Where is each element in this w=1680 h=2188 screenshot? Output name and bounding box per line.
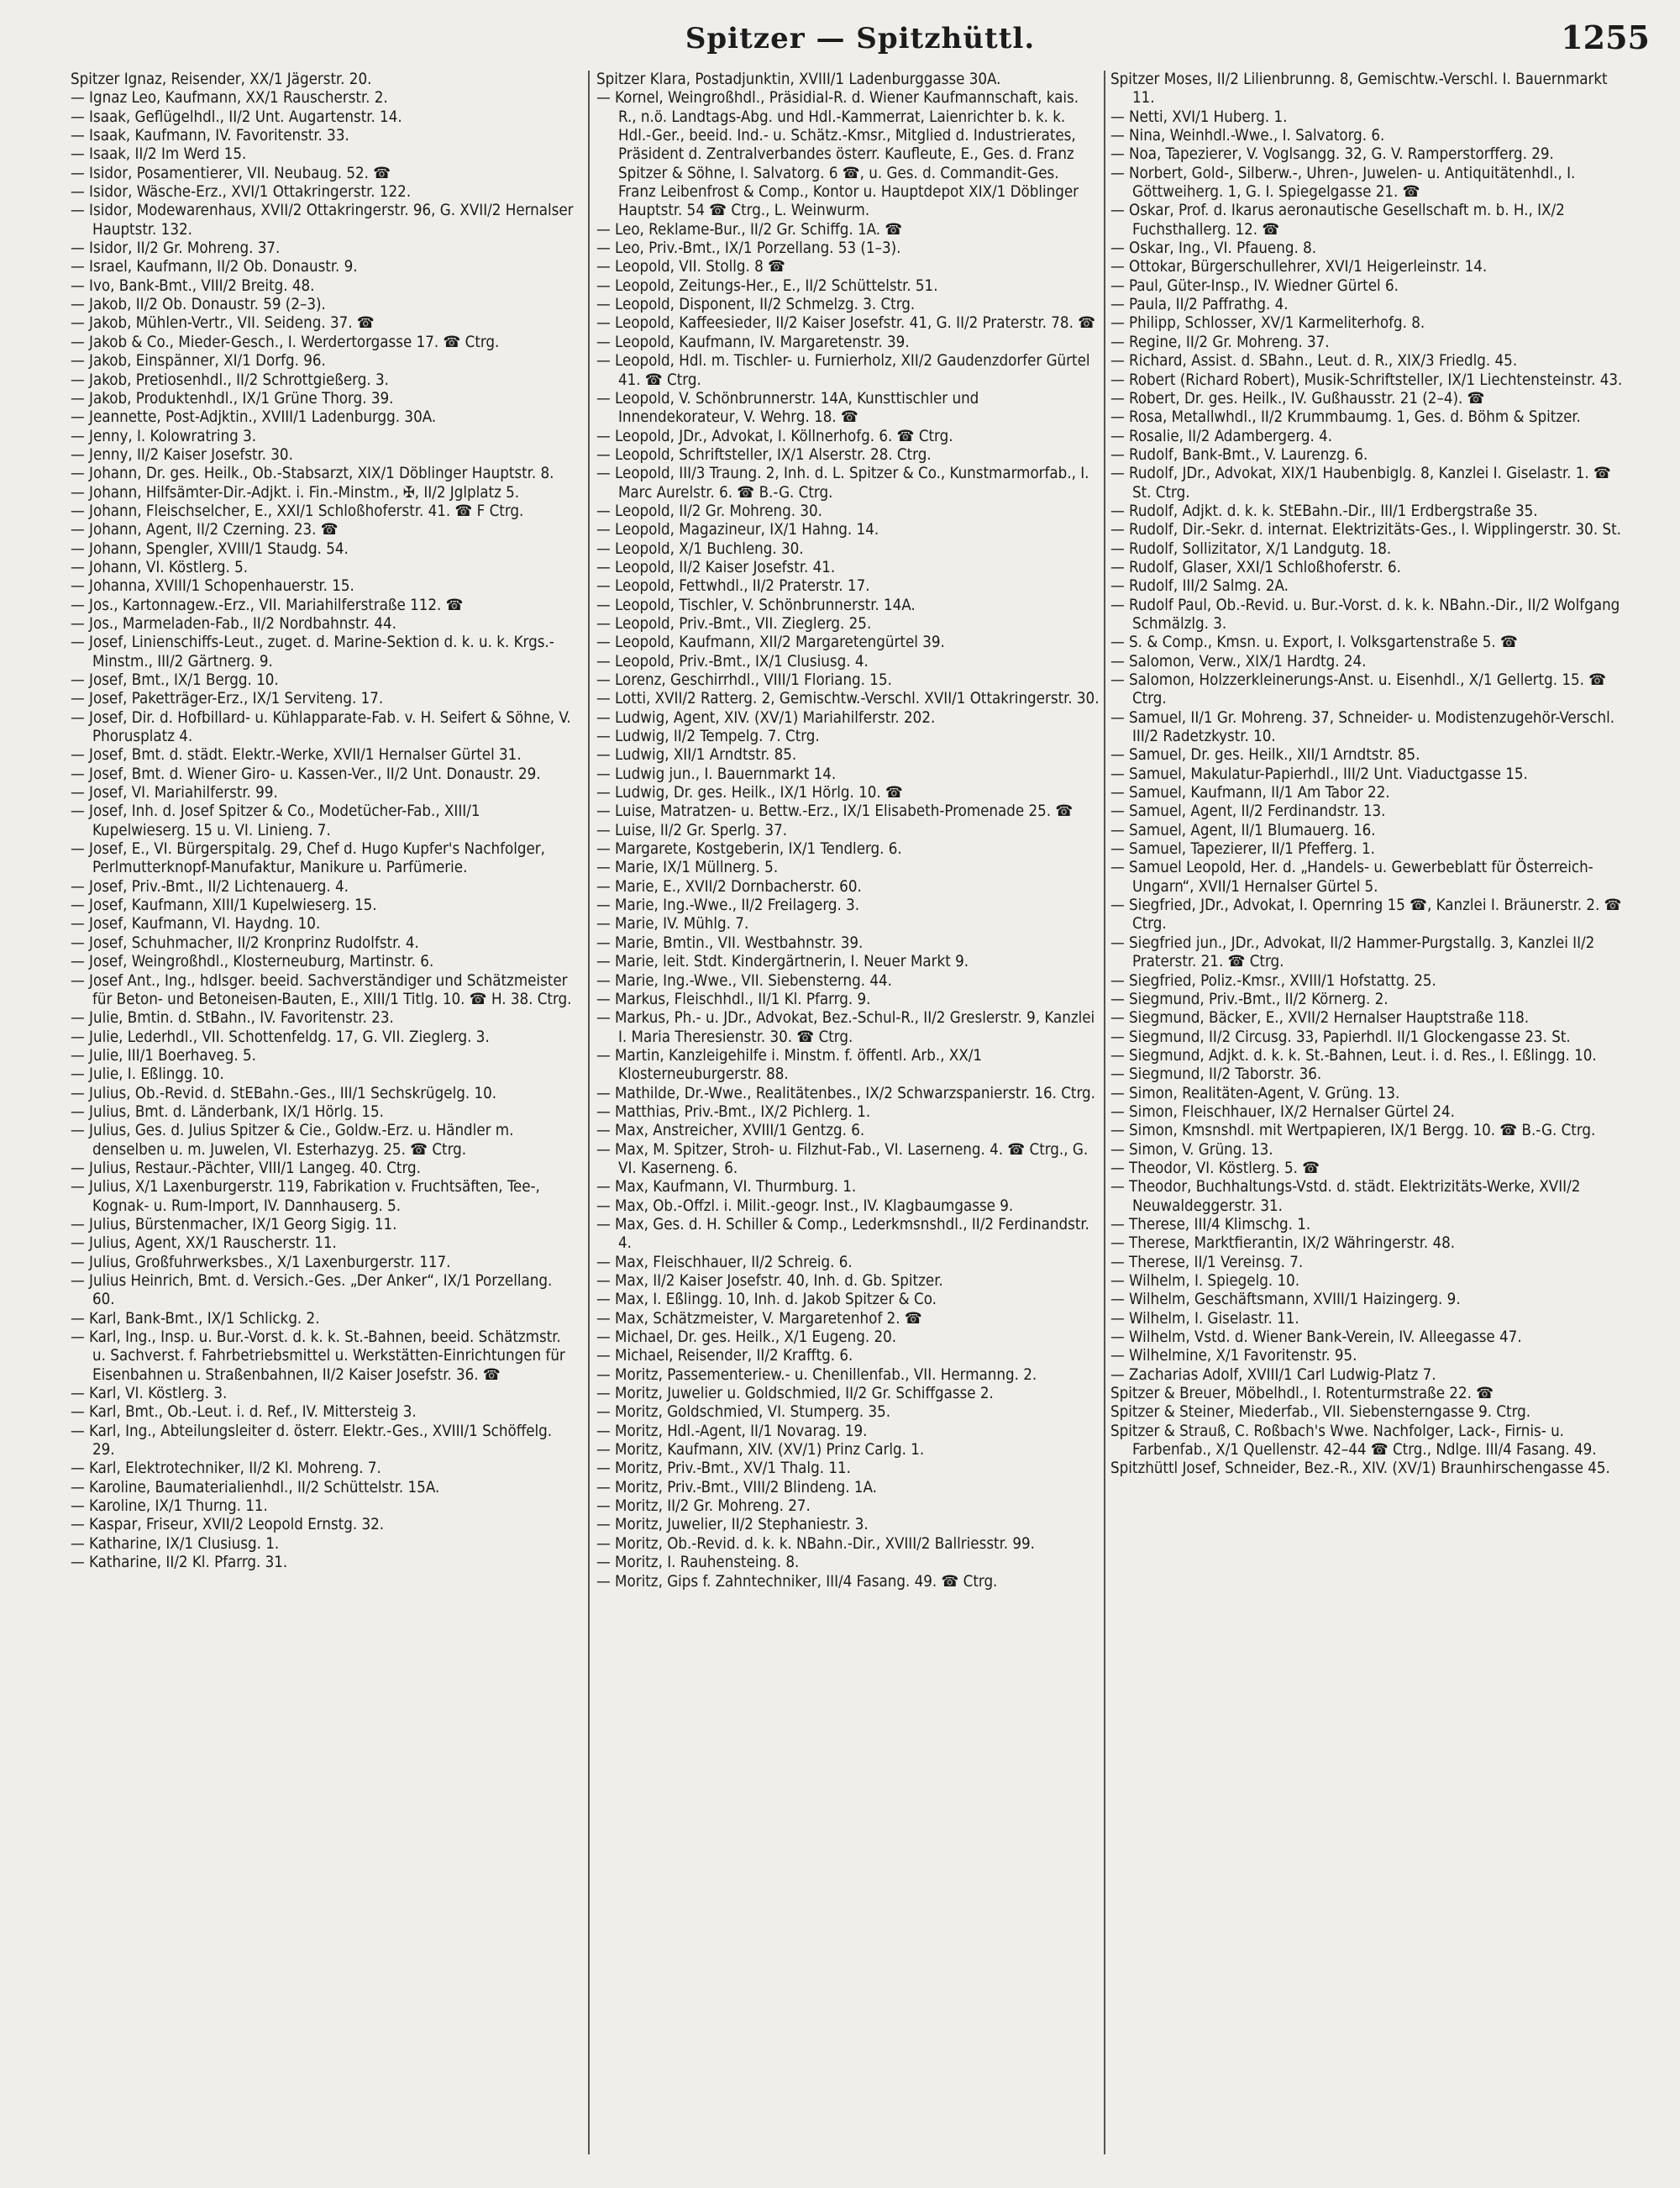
page-title: Spitzer — Spitzhüttl.: [685, 22, 1036, 55]
directory-entry: — Robert (Richard Robert), Musik-Schriftsteller, IX/1 Liechtensteinstr. 43.: [1110, 371, 1623, 389]
directory-entry: — Rudolf, Bank-Bmt., V. Laurenzg. 6.: [1110, 445, 1368, 464]
column-middle: [596, 71, 1100, 2171]
directory-entry: — Karoline, IX/1 Thurng. 11.: [71, 1497, 268, 1516]
directory-entry: — Oskar, Prof. d. Ikarus aeronautische Gesellschaft m. b. H., IX/2 Fuchsthallerg. 12. ☎: [1110, 202, 1565, 239]
directory-entry: — Jeannette, Post-Adjktin., XVIII/1 Ladenburgg. 30A.: [71, 408, 437, 427]
directory-entry: — Katharine, II/2 Kl. Pfarrg. 31.: [71, 1554, 288, 1572]
directory-entry: — Simon, Kmsnshdl. mit Wertpapieren, IX/1 Bergg. 10. ☎ B.-G. Ctrg.: [1110, 1122, 1596, 1140]
directory-entry: — Therese, Marktfierantin, IX/2 Währingerstr. 48.: [1110, 1234, 1456, 1253]
directory-entry: — Moritz, Passementeriew.- u. Chenillenfab., VII. Hermanng. 2.: [596, 1365, 1037, 1384]
column-divider: [588, 71, 590, 2154]
directory-entry: — Leopold, Kaffeesieder, II/2 Kaiser Josefstr. 41, G. II/2 Praterstr. 78. ☎: [596, 314, 1096, 333]
directory-entry: — Johann, Spengler, XVIII/1 Staudg. 54.: [71, 539, 349, 558]
directory-entry: Spitzer Ignaz, Reisender, XX/1 Jägerstr. 20.: [71, 71, 372, 88]
directory-entry: — Julius, X/1 Laxenburgerstr. 119, Fabrikation v. Fruchtsäften, Tee-, Kognak- u. Rum-Import, IV. Dannhauserg. 5.: [71, 1178, 540, 1215]
directory-entry: — Salomon, Holzzerkleinerungs-Anst. u. Eisenhdl., X/1 Gellertg. 15. ☎ Ctrg.: [1110, 671, 1607, 708]
directory-entry: — Regine, II/2 Gr. Mohreng. 37.: [1110, 333, 1330, 351]
directory-entry: — Leopold, Fettwhdl., II/2 Praterstr. 17.: [596, 577, 870, 596]
directory-entry: — Marie, leit. Stdt. Kindergärtnerin, I. Neuer Markt 9.: [596, 953, 969, 971]
directory-entry: — Isidor, Wäsche-Erz., XVI/1 Ottakringerstr. 122.: [71, 183, 412, 202]
directory-entry: — Leopold, II/2 Gr. Mohreng. 30.: [596, 502, 822, 520]
directory-entry: — Netti, XVI/1 Huberg. 1.: [1110, 108, 1288, 126]
directory-entry: — Moritz, Gips f. Zahntechniker, III/4 Fasang. 49. ☎ Ctrg.: [596, 1572, 998, 1591]
directory-entry: — Marie, IX/1 Müllnerg. 5.: [596, 859, 779, 877]
directory-entry: — Jakob & Co., Mieder-Gesch., I. Werdertorgasse 17. ☎ Ctrg.: [71, 333, 500, 351]
directory-entry: — Marie, E., XVII/2 Dornbacherstr. 60.: [596, 877, 862, 896]
directory-entry: — Rosalie, II/2 Adambergerg. 4.: [1110, 427, 1333, 445]
directory-entry: — Wilhelm, Geschäftsmann, XVIII/1 Haizingerg. 9.: [1110, 1291, 1461, 1309]
directory-entry: — Karl, Bank-Bmt., IX/1 Schlickg. 2.: [71, 1309, 320, 1328]
directory-entry: — Josef, Inh. d. Josef Spitzer & Co., Modetücher-Fab., XIII/1 Kupelwieserg. 15 u. VI. Linieng. 7.: [71, 802, 480, 839]
directory-entry: — Lorenz, Geschirrhdl., VIII/1 Floriang. 15.: [596, 671, 892, 689]
directory-entry: — Oskar, Ing., VI. Pfaueng. 8.: [1110, 239, 1317, 258]
directory-entry: — Ottokar, Bürgerschullehrer, XVI/1 Heigerleinstr. 14.: [1110, 258, 1488, 276]
directory-entry: — Jenny, I. Kolowratring 3.: [71, 427, 257, 445]
directory-entry: — Ludwig, Dr. ges. Heilk., IX/1 Hörlg. 10. ☎: [596, 784, 903, 802]
directory-entry: — Therese, III/4 Klimschg. 1.: [1110, 1215, 1311, 1233]
directory-entry: — Jakob, Pretiosenhdl., II/2 Schrottgießerg. 3.: [71, 371, 389, 389]
directory-entry: — Therese, II/1 Vereinsg. 7.: [1110, 1253, 1304, 1271]
directory-entry: — Leopold, X/1 Buchleng. 30.: [596, 539, 804, 558]
directory-entry: — Moritz, Priv.-Bmt., VIII/2 Blindeng. 1A.: [596, 1478, 877, 1496]
column-divider: [1104, 71, 1105, 2154]
directory-entry: — Josef, Schuhmacher, II/2 Kronprinz Rudolfstr. 4.: [71, 934, 419, 952]
directory-entry: — Simon, Realitäten-Agent, V. Grüng. 13.: [1110, 1084, 1400, 1102]
directory-entry: — Josef, Dir. d. Hofbillard- u. Kühlapparate-Fab. v. H. Seifert & Söhne, V. Phorusplatz 4.: [71, 708, 571, 746]
directory-entry: — Jos., Kartonnagew.-Erz., VII. Mariahilferstraße 112. ☎: [71, 596, 464, 614]
directory-entry: — Karl, VI. Köstlerg. 3.: [71, 1385, 228, 1403]
directory-entry: — Karoline, Baumaterialienhdl., II/2 Schüttelstr. 15A.: [71, 1478, 440, 1496]
directory-entry: — Ludwig, II/2 Tempelg. 7. Ctrg.: [596, 728, 820, 746]
directory-entry: — Johann, VI. Köstlerg. 5.: [71, 558, 249, 576]
directory-entry: — Rudolf, Glaser, XXI/1 Schloßhoferstr. 6.: [1110, 558, 1401, 576]
directory-entry: — Leopold, Hdl. m. Tischler- u. Furnierholz, XII/2 Gaudenzdorfer Gürtel 41. ☎ Ctrg.: [596, 352, 1090, 389]
directory-entry: — Michael, Dr. ges. Heilk., X/1 Eugeng. 20.: [596, 1328, 897, 1347]
directory-entry: — Ludwig, XII/1 Arndtstr. 85.: [596, 746, 797, 765]
directory-entry: — Martin, Kanzleigehilfe i. Minstm. f. öffentl. Arb., XX/1 Klosterneuburgerstr. 88.: [596, 1046, 983, 1084]
directory-entry: — Samuel, Kaufmann, II/1 Am Tabor 22.: [1110, 784, 1390, 802]
directory-entry: — Leopold, Schriftsteller, IX/1 Alserstr. 28. Ctrg.: [596, 445, 932, 464]
directory-entry: — Ludwig jun., I. Bauernmarkt 14.: [596, 765, 837, 783]
directory-entry: — Israel, Kaufmann, II/2 Ob. Donaustr. 9.: [71, 258, 358, 276]
directory-entry: Spitzer & Strauß, C. Roßbach's Wwe. Nachfolger, Lack-, Firnis- u. Farbenfab., X/1 Quellenstr. 42–44 ☎ Ctrg., Ndlge. III/4 Fasang. 49.: [1110, 1422, 1597, 1460]
directory-entry: — Isidor, II/2 Gr. Mohreng. 37.: [71, 239, 281, 258]
directory-entry: — Matthias, Priv.-Bmt., IX/2 Pichlerg. 1.: [596, 1102, 871, 1121]
directory-entry: — Rudolf Paul, Ob.-Revid. u. Bur.-Vorst. d. k. k. NBahn.-Dir., II/2 Wolfgang Schmälzlg. 3.: [1110, 596, 1620, 633]
directory-entry: — Mathilde, Dr.-Wwe., Realitätenbes., IX/2 Schwarzspanierstr. 16. Ctrg.: [596, 1084, 1095, 1102]
column-left: [71, 71, 575, 2171]
directory-entry: — Samuel, Agent, II/1 Blumauerg. 16.: [1110, 821, 1376, 839]
directory-entry: — Wilhelmine, X/1 Favoritenstr. 95.: [1110, 1347, 1357, 1365]
directory-entry: — Jenny, II/2 Kaiser Josefstr. 30.: [71, 445, 293, 464]
directory-entry: — Max, M. Spitzer, Stroh- u. Filzhut-Fab., VI. Laserneng. 4. ☎ Ctrg., G. VI. Kaserneng. 6.: [596, 1140, 1089, 1177]
directory-entry: — Max, Schätzmeister, V. Margaretenhof 2. ☎: [596, 1309, 922, 1328]
directory-entry: — Michael, Reisender, II/2 Krafftg. 6.: [596, 1347, 853, 1365]
directory-entry: — Leopold, Tischler, V. Schönbrunnerstr. 14A.: [596, 596, 916, 614]
directory-entry: — Siegfried jun., JDr., Advokat, II/2 Hammer-Purgstallg. 3, Kanzlei II/2 Praterstr. 21. ☎ Ctrg.: [1110, 934, 1595, 971]
directory-entry: — Josef, Linienschiffs-Leut., zuget. d. Marine-Sektion d. k. u. k. Krgs.-Minstm., III/2 Gärtnerg. 9.: [71, 634, 554, 671]
directory-entry: — Johann, Fleischselcher, E., XXI/1 Schloßhoferstr. 41. ☎ F Ctrg.: [71, 502, 524, 520]
directory-entry: — Moritz, Priv.-Bmt., XV/1 Thalg. 11.: [596, 1460, 851, 1478]
directory-entry: — Karl, Bmt., Ob.-Leut. i. d. Ref., IV. Mittersteig 3.: [71, 1403, 417, 1422]
directory-entry: — Josef, E., VI. Bürgerspitalg. 29, Chef d. Hugo Kupfer's Nachfolger, Perlmutterknopf-Manufaktur, Manikure u. Parfümerie.: [71, 840, 545, 877]
directory-entry: — Siegmund, Priv.-Bmt., II/2 Körnerg. 2.: [1110, 990, 1389, 1008]
directory-entry: — Max, Kaufmann, VI. Thurmburg. 1.: [596, 1178, 857, 1197]
directory-entry: — Julius, Restaur.-Pächter, VIII/1 Langeg. 40. Ctrg.: [71, 1159, 421, 1177]
directory-entry: — Markus, Ph.- u. JDr., Advokat, Bez.-Schul-R., II/2 Greslerstr. 9, Kanzlei I. Maria Theresienstr. 30. ☎ Ctrg.: [596, 1009, 1095, 1046]
directory-entry: — Luise, II/2 Gr. Sperlg. 37.: [596, 821, 788, 839]
directory-entry: — Robert, Dr. ges. Heilk., IV. Gußhausstr. 21 (2–4). ☎: [1110, 389, 1485, 408]
directory-entry: — Samuel Leopold, Her. d. „Handels- u. Gewerbeblatt für Österreich-Ungarn“, XVII/1 Hernalser Gürtel 5.: [1110, 859, 1593, 896]
directory-entry: — Paul, Güter-Insp., IV. Wiedner Gürtel 6.: [1110, 276, 1399, 295]
directory-entry: — Josef, Priv.-Bmt., II/2 Lichtenauerg. 4.: [71, 877, 349, 896]
directory-entry: — Karl, Ing., Insp. u. Bur.-Vorst. d. k. k. St.-Bahnen, beeid. Schätzmstr. u. Sachverst. f. Fahrbetriebsmittel u. Werkstätten-Einrichtungen für Eisenbahnen u. Straßenbahnen, II/2 Kaiser Josefstr. 36. ☎: [71, 1328, 565, 1384]
directory-entry: — Leopold, II/2 Kaiser Josefstr. 41.: [596, 558, 836, 576]
directory-entry: — Moritz, Ob.-Revid. d. k. k. NBahn.-Dir., XVIII/2 Ballriesstr. 99.: [596, 1534, 1035, 1553]
directory-entry: — Julius, Ob.-Revid. d. StEBahn.-Ges., III/1 Sechskrügelg. 10.: [71, 1084, 497, 1102]
directory-entry: — Rudolf, Sollizitator, X/1 Landgutg. 18.: [1110, 539, 1392, 558]
directory-entry: — Wilhelm, I. Spiegelg. 10.: [1110, 1272, 1300, 1290]
directory-entry: — Kaspar, Friseur, XVII/2 Leopold Ernstg. 32.: [71, 1516, 385, 1534]
directory-entry: — Simon, Fleischhauer, IX/2 Hernalser Gürtel 24.: [1110, 1102, 1455, 1121]
directory-entry: — Ignaz Leo, Kaufmann, XX/1 Rauscherstr. 2.: [71, 89, 388, 108]
directory-entry: — Josef, VI. Mariahilferstr. 99.: [71, 784, 278, 802]
directory-entry: — Leopold, Magazineur, IX/1 Hahng. 14.: [596, 521, 879, 539]
directory-entry: — Leopold, Kaufmann, XII/2 Margaretengürtel 39.: [596, 634, 945, 652]
directory-entry: — Marie, Ing.-Wwe., VII. Siebensterng. 44.: [596, 971, 892, 990]
directory-entry: — Samuel, Tapezierer, II/1 Pfefferg. 1.: [1110, 840, 1375, 859]
directory-entry: — Rosa, Metallwhdl., II/2 Krummbaumg. 1, Ges. d. Böhm & Spitzer.: [1110, 408, 1581, 427]
directory-entry: — Katharine, IX/1 Clusiusg. 1.: [71, 1534, 280, 1553]
directory-entry: — Isidor, Posamentierer, VII. Neubaug. 52. ☎: [71, 164, 391, 182]
directory-entry: — Samuel, Agent, II/2 Ferdinandstr. 13.: [1110, 802, 1386, 821]
directory-entry: — Rudolf, III/2 Salmg. 2A.: [1110, 577, 1289, 596]
directory-entry: — Wilhelm, I. Giselastr. 11.: [1110, 1309, 1299, 1328]
directory-entry: — Max, Fleischhauer, II/2 Schreig. 6.: [596, 1253, 853, 1271]
directory-entry: — Leopold, VII. Stollg. 8 ☎: [596, 258, 785, 276]
directory-entry: — Moritz, Kaufmann, XIV. (XV/1) Prinz Carlg. 1.: [596, 1441, 925, 1460]
directory-entry: — Moritz, Juwelier u. Goldschmied, II/2 Gr. Schiffgasse 2.: [596, 1385, 994, 1403]
directory-entry: — Siegmund, Bäcker, E., XVII/2 Hernalser Hauptstraße 118.: [1110, 1009, 1530, 1028]
directory-entry: — Julie, III/1 Boerhaveg. 5.: [71, 1046, 256, 1065]
directory-entry: Spitzer Klara, Postadjunktin, XVIII/1 Ladenburggasse 30A.: [596, 71, 1001, 88]
directory-entry: — Theodor, VI. Köstlerg. 5. ☎: [1110, 1159, 1320, 1177]
directory-entry: — Moritz, I. Rauhensteing. 8.: [596, 1554, 800, 1572]
directory-entry: — Johann, Hilfsämter-Dir.-Adjkt. i. Fin.-Minstm., ✠, II/2 Jglplatz 5.: [71, 483, 520, 502]
directory-entry: — Richard, Assist. d. SBahn., Leut. d. R., XIX/3 Friedlg. 45.: [1110, 352, 1518, 371]
directory-entry: — Leopold, Priv.-Bmt., IX/1 Clusiusg. 4.: [596, 652, 869, 671]
directory-entry: — Wilhelm, Vstd. d. Wiener Bank-Verein, IV. Alleegasse 47.: [1110, 1328, 1522, 1347]
directory-entry: — Siegfried, JDr., Advokat, I. Opernring 15 ☎, Kanzlei I. Bräunerstr. 2. ☎ Ctrg.: [1110, 897, 1622, 934]
directory-entry: — Ludwig, Agent, XIV. (XV/1) Mariahilferstr. 202.: [596, 708, 936, 727]
directory-entry: — Josef, Kaufmann, XIII/1 Kupelwieserg. 15.: [71, 897, 377, 915]
directory-entry: — Max, Ob.-Offzl. i. Milit.-geogr. Inst., IV. Klagbaumgasse 9.: [596, 1197, 1014, 1215]
directory-entry: — Jakob, Einspänner, XI/1 Dorfg. 96.: [71, 352, 326, 371]
directory-entry: — Norbert, Gold-, Silberw.-, Uhren-, Juwelen- u. Antiquitätenhdl., I. Göttweiherg. 1, G. I. Spiegelgasse 21. ☎: [1110, 164, 1576, 202]
directory-entry: — Julius, Agent, XX/1 Rauscherstr. 11.: [71, 1234, 337, 1253]
directory-entry: — Marie, Ing.-Wwe., II/2 Freilagerg. 3.: [596, 897, 860, 915]
page-header: [71, 18, 1650, 62]
directory-entry: — S. & Comp., Kmsn. u. Export, I. Volksgartenstraße 5. ☎: [1110, 634, 1518, 652]
directory-entry: — Margarete, Kostgeberin, IX/1 Tendlerg. 6.: [596, 840, 902, 859]
directory-entry: — Max, II/2 Kaiser Josefstr. 40, Inh. d. Gb. Spitzer.: [596, 1272, 943, 1290]
directory-entry: — Isidor, Modewarenhaus, XVII/2 Ottakringerstr. 96, G. XVII/2 Hernalser Hauptstr. 132.: [71, 202, 574, 239]
directory-entry: — Karl, Elektrotechniker, II/2 Kl. Mohreng. 7.: [71, 1460, 381, 1478]
directory-entry: — Leo, Reklame-Bur., II/2 Gr. Schiffg. 1A. ☎: [596, 220, 903, 239]
directory-entry: — Julie, Lederhdl., VII. Schottenfeldg. 17, G. VII. Zieglerg. 3.: [71, 1028, 490, 1046]
directory-entry: — Jakob, Produktenhdl., IX/1 Grüne Thorg. 39.: [71, 389, 394, 408]
directory-entry: — Karl, Ing., Abteilungsleiter d. österr. Elektr.-Ges., XVIII/1 Schöffelg. 29.: [71, 1422, 553, 1460]
directory-entry: Spitzer Moses, II/2 Lilienbrunng. 8, Gemischtw.-Verschl. I. Bauernmarkt 11.: [1110, 71, 1608, 108]
column-right: [1110, 71, 1633, 2171]
directory-entry: — Johann, Dr. ges. Heilk., Ob.-Stabsarzt, XIX/1 Döblinger Hauptstr. 8.: [71, 465, 554, 483]
directory-entry: — Luise, Matratzen- u. Bettw.-Erz., IX/1 Elisabeth-Promenade 25. ☎: [596, 802, 1074, 821]
directory-entry: — Jos., Marmeladen-Fab., II/2 Nordbahnstr. 44.: [71, 614, 396, 633]
directory-entry: — Max, Anstreicher, XVIII/1 Gentzg. 6.: [596, 1122, 865, 1140]
directory-entry: — Leo, Priv.-Bmt., IX/1 Porzellang. 53 (1–3).: [596, 239, 901, 258]
directory-entry: — Josef, Kaufmann, VI. Haydng. 10.: [71, 915, 321, 934]
directory-entry: — Leopold, JDr., Advokat, I. Köllnerhofg. 6. ☎ Ctrg.: [596, 427, 953, 445]
directory-entry: — Moritz, Juwelier, II/2 Stephaniestr. 3.: [596, 1516, 869, 1534]
directory-entry: — Josef, Paketträger-Erz., IX/1 Serviteng. 17.: [71, 690, 384, 708]
directory-entry: Spitzer & Breuer, Möbelhdl., I. Rotenturmstraße 22. ☎: [1110, 1385, 1494, 1403]
directory-entry: — Ivo, Bank-Bmt., VIII/2 Breitg. 48.: [71, 276, 315, 295]
directory-entry: — Josef, Bmt. d. städt. Elektr.-Werke, XVII/1 Hernalser Gürtel 31.: [71, 746, 522, 765]
directory-entry: — Johann, Agent, II/2 Czerning. 23. ☎: [71, 521, 339, 539]
directory-entry: — Kornel, Weingroßhdl., Präsidial-R. d. Wiener Kaufmannschaft, kais. R., n.ö. Landtags-Abg. und Hdl.-Kammerrat, Laienrichter b. k. k. Hdl.-Ger., beeid. Ind.- u. Schätz.-Kmsr., Mitglied d. Industrierates, Präsident d. Zentralverbandes österr. Kaufleute, E., Ges. d. Franz Spitzer & Söhne, I. Salvatorg. 6 ☎, u. Ges. d. Commandit-Ges. Franz Leibenfrost & Comp., Kontor u. Hauptdepot XIX/1 Döblinger Hauptstr. 54 ☎ Ctrg., L. Weinwurm.: [596, 89, 1079, 220]
directory-entry: — Markus, Fleischhdl., II/1 Kl. Pfarrg. 9.: [596, 990, 871, 1008]
directory-entry: — Leopold, V. Schönbrunnerstr. 14A, Kunsttischler und Innendekorateur, V. Wehrg. 18. ☎: [596, 389, 979, 427]
directory-entry: — Julie, Bmtin. d. StBahn., IV. Favoritenstr. 23.: [71, 1009, 394, 1028]
directory-entry: — Leopold, Priv.-Bmt., VII. Zieglerg. 25.: [596, 614, 872, 633]
directory-entry: — Siegmund, Adjkt. d. k. k. St.-Bahnen, Leut. i. d. Res., I. Eßlingg. 10.: [1110, 1046, 1597, 1065]
directory-entry: — Max, Ges. d. H. Schiller & Comp., Lederkmsnshdl., II/2 Ferdinandstr. 4.: [596, 1215, 1089, 1253]
directory-entry: — Moritz, II/2 Gr. Mohreng. 27.: [596, 1497, 811, 1516]
directory-entry: — Nina, Weinhdl.-Wwe., I. Salvatorg. 6.: [1110, 127, 1385, 145]
directory-entry: — Siegmund, II/2 Circusg. 33, Papierhdl. II/1 Glockengasse 23. St.: [1110, 1028, 1571, 1046]
directory-entry: — Noa, Tapezierer, V. Voglsangg. 32, G. V. Ramperstorfferg. 29.: [1110, 145, 1554, 164]
directory-entry: — Max, I. Eßlingg. 10, Inh. d. Jakob Spitzer & Co.: [596, 1291, 937, 1309]
directory-entry: — Julius, Ges. d. Julius Spitzer & Cie., Goldw.-Erz. u. Händler m. denselben u. m. Juwelen, VI. Esterhazyg. 25. ☎ Ctrg.: [71, 1122, 514, 1159]
directory-entry: — Leopold, Disponent, II/2 Schmelzg. 3. Ctrg.: [596, 296, 916, 314]
directory-entry: — Josef, Weingroßhdl., Klosterneuburg, Martinstr. 6.: [71, 953, 434, 971]
directory-entry: — Siegfried, Poliz.-Kmsr., XVIII/1 Hofstattg. 25.: [1110, 971, 1436, 990]
directory-entry: — Marie, IV. Mühlg. 7.: [596, 915, 749, 934]
directory-entry: — Josef, Bmt., IX/1 Bergg. 10.: [71, 671, 279, 689]
directory-entry: — Isaak, II/2 Im Werd 15.: [71, 145, 247, 164]
directory-entry: — Rudolf, JDr., Advokat, XIX/1 Haubenbiglg. 8, Kanzlei I. Giselastr. 1. ☎ St. Ctrg.: [1110, 465, 1611, 502]
directory-entry: — Moritz, Goldschmied, VI. Stumperg. 35.: [596, 1403, 891, 1422]
directory-entry: — Theodor, Buchhaltungs-Vstd. d. städt. Elektrizitäts-Werke, XVII/2 Neuwaldeggerstr. 31.: [1110, 1178, 1581, 1215]
directory-entry: — Samuel, Makulatur-Papierhdl., III/2 Unt. Viaductgasse 15.: [1110, 765, 1528, 783]
directory-entry: — Jakob, II/2 Ob. Donaustr. 59 (2–3).: [71, 296, 326, 314]
directory-entry: — Leopold, Zeitungs-Her., E., II/2 Schüttelstr. 51.: [596, 276, 938, 295]
directory-entry: — Simon, V. Grüng. 13.: [1110, 1140, 1273, 1159]
page-number: 1255: [1561, 18, 1650, 56]
directory-entry: — Siegmund, II/2 Taborstr. 36.: [1110, 1065, 1322, 1084]
directory-entry: — Josef, Bmt. d. Wiener Giro- u. Kassen-Ver., II/2 Unt. Donaustr. 29.: [71, 765, 541, 783]
directory-entry: Spitzhüttl Josef, Schneider, Bez.-R., XIV. (XV/1) Braunhirschengasse 45.: [1110, 1460, 1610, 1478]
directory-entry: — Isaak, Kaufmann, IV. Favoritenstr. 33.: [71, 127, 349, 145]
directory-entry: — Isaak, Geflügelhdl., II/2 Unt. Augartenstr. 14.: [71, 108, 402, 126]
directory-entry: — Rudolf, Adjkt. d. k. k. StEBahn.-Dir., III/1 Erdbergstraße 35.: [1110, 502, 1538, 520]
directory-entry: — Julius, Bürstenmacher, IX/1 Georg Sigig. 11.: [71, 1215, 397, 1233]
directory-entry: — Paula, II/2 Paffrathg. 4.: [1110, 296, 1289, 314]
directory-entry: — Lotti, XVII/2 Ratterg. 2, Gemischtw.-Verschl. XVII/1 Ottakringerstr. 30.: [596, 690, 1100, 708]
directory-entry: — Leopold, Kaufmann, IV. Margaretenstr. 39.: [596, 333, 910, 351]
directory-entry: — Julie, I. Eßlingg. 10.: [71, 1065, 224, 1084]
directory-entry: — Julius, Großfuhrwerksbes., X/1 Laxenburgerstr. 117.: [71, 1253, 451, 1271]
directory-entry: — Josef Ant., Ing., hdlsger. beeid. Sachverständiger und Schätzmeister für Beton- und Betoneisen-Bauten, E., XIII/1 Titlg. 10. ☎ H. 38. Ctrg.: [71, 971, 572, 1008]
directory-entry: — Julius, Bmt. d. Länderbank, IX/1 Hörlg. 15.: [71, 1102, 384, 1121]
directory-entry: — Johanna, XVIII/1 Schopenhauerstr. 15.: [71, 577, 354, 596]
directory-entry: — Salomon, Verw., XIX/1 Hardtg. 24.: [1110, 652, 1367, 671]
directory-entry: — Leopold, III/3 Traung. 2, Inh. d. L. Spitzer & Co., Kunstmarmorfab., I. Marc Aurelstr. 6. ☎ B.-G. Ctrg.: [596, 465, 1089, 502]
directory-entry: — Philipp, Schlosser, XV/1 Karmeliterhofg. 8.: [1110, 314, 1425, 333]
directory-entry: — Rudolf, Dir.-Sekr. d. internat. Elektrizitäts-Ges., I. Wipplingerstr. 30. St.: [1110, 521, 1621, 539]
directory-entry: — Samuel, Dr. ges. Heilk., XII/1 Arndtstr. 85.: [1110, 746, 1420, 765]
directory-entry: — Jakob, Mühlen-Vertr., VII. Seideng. 37. ☎: [71, 314, 375, 333]
directory-entry: — Marie, Bmtin., VII. Westbahnstr. 39.: [596, 934, 864, 952]
directory-entry: — Samuel, II/1 Gr. Mohreng. 37, Schneider- u. Modistenzugehör-Verschl. III/2 Radetzkystr. 10.: [1110, 708, 1615, 746]
directory-entry: — Moritz, Hdl.-Agent, II/1 Novarag. 19.: [596, 1422, 868, 1440]
directory-entry: Spitzer & Steiner, Miederfab., VII. Siebensterngasse 9. Ctrg.: [1110, 1403, 1531, 1422]
directory-entry: — Julius Heinrich, Bmt. d. Versich.-Ges. „Der Anker“, IX/1 Porzellang. 60.: [71, 1272, 553, 1309]
directory-entry: — Zacharias Adolf, XVIII/1 Carl Ludwig-Platz 7.: [1110, 1365, 1436, 1384]
